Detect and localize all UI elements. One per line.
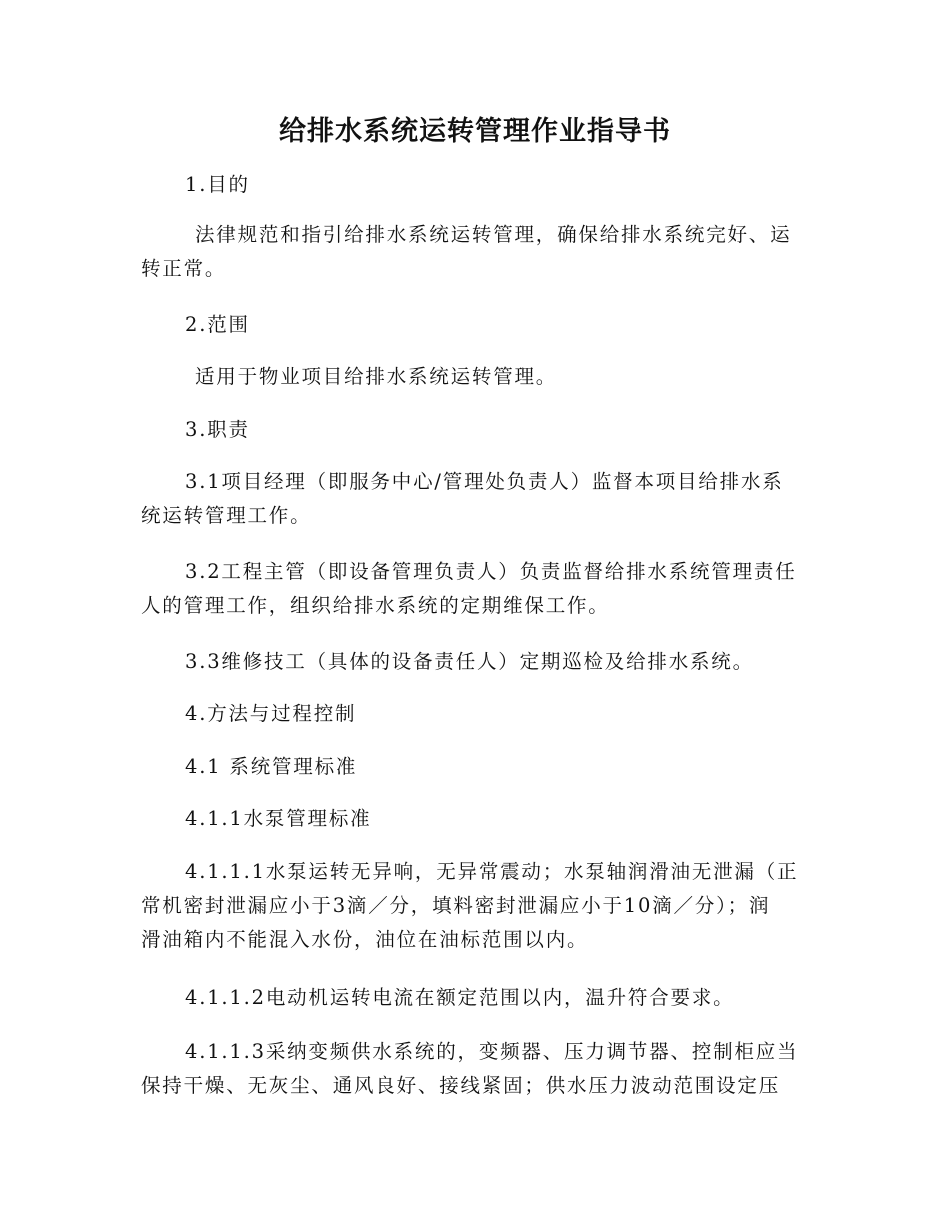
text-line: 3.2工程主管（即设备管理负责人）负责监督给排水系统管理责任 xyxy=(185,560,797,583)
text-line: 滑油箱内不能混入水份，油位在油标范围以内。 xyxy=(141,928,589,951)
paragraph-4-1-1-3 xyxy=(141,1035,813,1103)
text-line: 4.1.1.1水泵运转无异响，无异常震动；水泵轴润滑油无泄漏（正 xyxy=(185,860,799,883)
text-line: 4.1.1.2电动机运转电流在额定范围以内，温升符合要求。 xyxy=(185,986,735,1009)
text-line: 适用于物业项目给排水系统运转管理。 xyxy=(195,365,558,388)
text-line: 4.1.1水泵管理标准 xyxy=(185,807,372,830)
text-line: 保持干燥、无灰尘、通风良好、接线紧固；供水压力波动范围设定压 xyxy=(141,1074,781,1097)
heading-scope xyxy=(141,308,813,342)
paragraph-4-1-1-1 xyxy=(141,855,813,957)
heading-4-1 xyxy=(141,750,813,784)
text-line: 统运转管理工作。 xyxy=(141,504,312,527)
text-line: 4.方法与过程控制 xyxy=(185,702,357,725)
text-line: 4.1.1.3采纳变频供水系统的，变频器、压力调节器、控制柜应当 xyxy=(185,1040,799,1063)
paragraph-scope xyxy=(141,360,813,394)
text-line: 4.1 系统管理标准 xyxy=(185,755,358,778)
text-line: 人的管理工作，组织给排水系统的定期维保工作。 xyxy=(141,594,610,617)
paragraph-3-1 xyxy=(141,465,813,533)
paragraph-4-1-1-2 xyxy=(141,981,813,1015)
paragraph-3-3 xyxy=(141,645,813,679)
heading-purpose xyxy=(141,168,813,202)
paragraph-purpose xyxy=(141,218,813,286)
heading-duties xyxy=(141,413,813,447)
text-line: 3.1项目经理（即服务中心/管理处负责人）监督本项目给排水系 xyxy=(185,470,784,493)
paragraph-3-2 xyxy=(141,555,813,623)
text-line: 2.范围 xyxy=(185,313,250,336)
document-title: 给排水系统运转管理作业指导书 xyxy=(279,116,671,147)
text-line: 法律规范和指引给排水系统运转管理，确保给排水系统完好、运 xyxy=(195,223,792,246)
text-line: 转正常。 xyxy=(141,257,227,280)
text-line: 3.3维修技工（具体的设备责任人）定期巡检及给排水系统。 xyxy=(185,650,754,673)
text-line: 3.职责 xyxy=(185,418,250,441)
text-line: 1.目的 xyxy=(185,173,250,196)
heading-4-1-1 xyxy=(141,802,813,836)
heading-methods xyxy=(141,697,813,731)
text-line: 常机密封泄漏应小于3滴／分，填料密封泄漏应小于10滴／分）；润 xyxy=(141,894,771,917)
